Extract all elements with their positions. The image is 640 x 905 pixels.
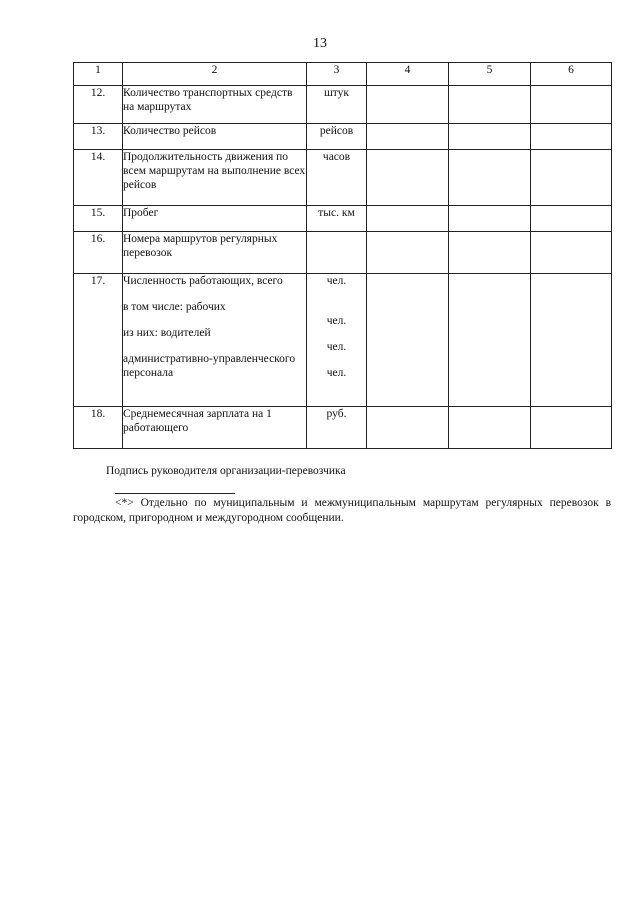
row-unit: руб. <box>307 407 367 449</box>
table-row <box>74 150 612 206</box>
sub-row-name: из них: водителей <box>123 327 211 339</box>
row-name: Количество рейсов <box>123 124 307 150</box>
value-cell <box>531 274 612 407</box>
value-cell <box>531 86 612 124</box>
row-unit: чел. <box>326 275 347 287</box>
row-unit <box>307 232 367 274</box>
value-cell <box>531 232 612 274</box>
row-unit: штук <box>307 86 367 124</box>
table-row <box>74 124 612 150</box>
value-cell <box>367 150 449 206</box>
header-cell: 2 <box>123 63 307 86</box>
row-name: Численность работающих, всего <box>123 275 283 287</box>
value-cell <box>449 274 531 407</box>
header-cell: 6 <box>531 63 612 86</box>
row-unit-group <box>307 274 367 407</box>
header-cell: 4 <box>367 63 449 86</box>
row-number: 16. <box>74 232 123 274</box>
value-cell <box>449 150 531 206</box>
row-number: 15. <box>74 206 123 232</box>
table-row <box>74 206 612 232</box>
row-name: Номера маршрутов регулярных перевозок <box>123 232 307 274</box>
value-cell <box>449 124 531 150</box>
table-row <box>74 274 612 407</box>
value-cell <box>449 206 531 232</box>
value-cell <box>367 274 449 407</box>
value-cell <box>449 86 531 124</box>
value-cell <box>531 206 612 232</box>
value-cell <box>367 206 449 232</box>
row-unit: тыс. км <box>307 206 367 232</box>
header-cell: 5 <box>449 63 531 86</box>
report-table <box>73 62 612 449</box>
page-number: 13 <box>313 36 327 51</box>
row-number: 12. <box>74 86 123 124</box>
row-name: Продолжительность движения по всем маршрутам на выполнение всех рейсов <box>123 150 307 206</box>
footnote-divider <box>115 493 235 494</box>
table-header-row <box>74 63 612 86</box>
table-row <box>74 407 612 449</box>
row-number: 18. <box>74 407 123 449</box>
row-unit: часов <box>307 150 367 206</box>
value-cell <box>449 407 531 449</box>
row-number: 17. <box>74 274 123 407</box>
sub-row-unit: чел. <box>326 315 347 327</box>
table-row <box>74 232 612 274</box>
row-name: Пробег <box>123 206 307 232</box>
signature-label: Подпись руководителя организации-перевозчика <box>106 465 346 477</box>
sub-row-name: административно-управленческого персонала <box>123 353 296 379</box>
row-name: Среднемесячная зарплата на 1 работающего <box>123 407 307 449</box>
row-unit: рейсов <box>307 124 367 150</box>
value-cell <box>449 232 531 274</box>
header-cell: 3 <box>307 63 367 86</box>
header-cell: 1 <box>74 63 123 86</box>
value-cell <box>367 124 449 150</box>
sub-row-unit: чел. <box>326 367 347 379</box>
row-name-group <box>123 274 307 407</box>
value-cell <box>531 124 612 150</box>
sub-row-unit: чел. <box>326 341 347 353</box>
value-cell <box>531 150 612 206</box>
row-number: 13. <box>74 124 123 150</box>
sub-row-name: в том числе: рабочих <box>123 301 226 313</box>
value-cell <box>367 407 449 449</box>
value-cell <box>367 232 449 274</box>
row-name: Количество транспортных средств на маршрутах <box>123 86 307 124</box>
value-cell <box>367 86 449 124</box>
table-row <box>74 86 612 124</box>
value-cell <box>531 407 612 449</box>
row-number: 14. <box>74 150 123 206</box>
footnote: <*> Отдельно по муниципальным и межмуниципальным маршрутам регулярных перевозок в городском, пригородном и междугородном сообщении. <box>73 497 611 524</box>
